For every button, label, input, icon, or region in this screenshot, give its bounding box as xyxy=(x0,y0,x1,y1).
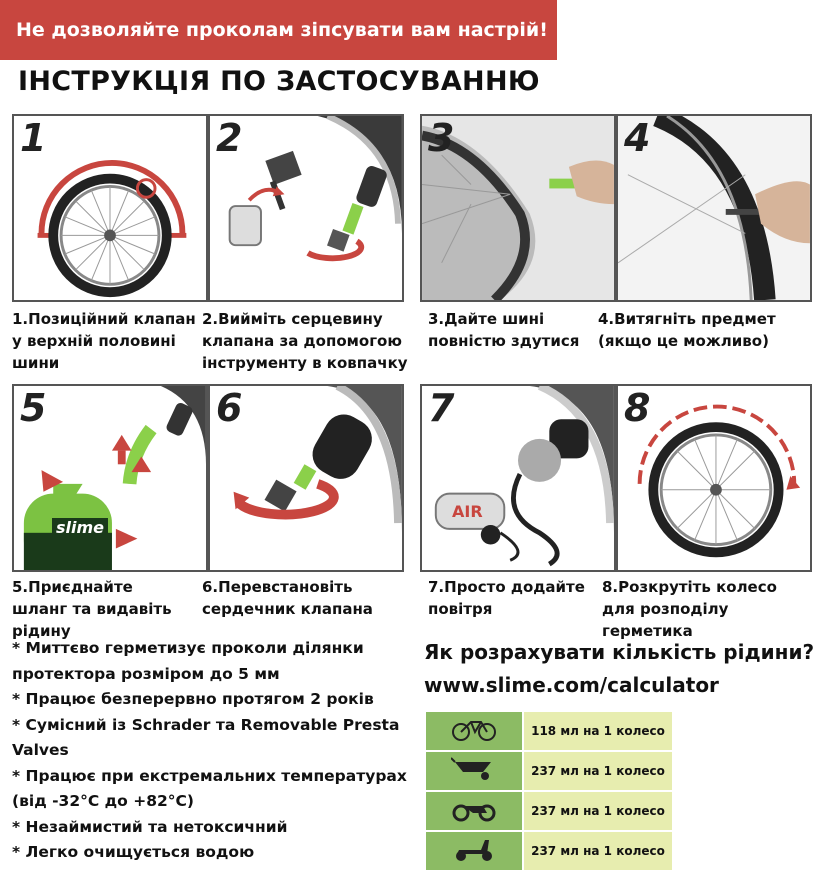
step-3-illustration xyxy=(420,114,616,302)
step-6-illustration xyxy=(208,384,404,572)
product-logo: slime xyxy=(52,518,108,537)
feature-item: * Незаймистий та нетоксичний xyxy=(12,817,288,836)
step-7-illustration xyxy=(420,384,616,572)
header-banner xyxy=(0,0,557,60)
step-6-caption: 6.Перевстановіть сердечник клапана xyxy=(202,578,373,618)
compressor-label: AIR xyxy=(452,502,483,521)
page-title: ІНСТРУКЦІЯ ПО ЗАСТОСУВАННЮ xyxy=(18,66,540,97)
step-number: 5 xyxy=(20,386,47,430)
feature-item: * Сумісний із Schrader та Removable Presta Valves xyxy=(12,715,400,759)
wheelbarrow-icon xyxy=(425,751,523,791)
table-row xyxy=(425,711,673,751)
bicycle-icon xyxy=(425,711,523,751)
table-row xyxy=(425,791,673,831)
step-number: 7 xyxy=(428,386,455,430)
rate-text: 237 мл на 1 колесо xyxy=(523,751,673,791)
rate-text: 118 мл на 1 колесо xyxy=(523,711,673,751)
step-1-illustration xyxy=(12,114,208,302)
feature-item: * Працює безперервно протягом 2 років xyxy=(12,690,374,708)
step-number: 1 xyxy=(20,116,47,160)
step-4-caption: 4.Витягніть предмет (якщо це можливо) xyxy=(598,310,776,350)
table-row xyxy=(425,751,673,791)
step-1-caption: 1.Позиційний клапан у верхній половині шини xyxy=(12,310,196,372)
features-list xyxy=(12,636,412,866)
step-8-caption: 8.Розкрутіть колесо для розподілу герметика xyxy=(602,578,777,640)
step-3-caption: 3.Дайте шині повністю здутися xyxy=(428,310,580,350)
step-number: 4 xyxy=(624,116,651,160)
step-5-illustration xyxy=(12,384,208,572)
step-7-caption: 7.Просто додайте повітря xyxy=(428,578,585,618)
calculator-text: Як розрахувати кількість рідини? www.slime.com/calculator xyxy=(424,640,815,697)
feature-item: * Працює при екстремальних температурах (від -32°C до +82°C) xyxy=(12,766,407,810)
step-2-caption: 2.Вийміть серцевину клапана за допомогою інструменту в ковпачку xyxy=(202,310,408,372)
step-number: 2 xyxy=(216,116,243,160)
feature-item: * Легко очищується водою xyxy=(12,843,255,861)
rate-text: 237 мл на 1 колесо xyxy=(523,791,673,831)
step-number: 6 xyxy=(216,386,243,430)
step-2-illustration xyxy=(208,114,404,302)
step-number: 3 xyxy=(428,116,455,160)
scooter-icon xyxy=(425,831,523,871)
banner-text: Не дозволяйте проколам зіпсувати вам настрій! xyxy=(16,19,548,41)
dirt-bike-icon xyxy=(425,791,523,831)
table-row xyxy=(425,831,673,871)
step-4-illustration xyxy=(616,114,812,302)
sealant-amount-table xyxy=(424,710,674,872)
rate-text: 237 мл на 1 колесо xyxy=(523,831,673,871)
step-number: 8 xyxy=(624,386,651,430)
step-8-illustration xyxy=(616,384,812,572)
step-5-caption: 5.Приєднайте шланг та видавіть рідину xyxy=(12,578,172,640)
feature-item: * Миттєво герметизує проколи ділянки протектора розміром до 5 мм xyxy=(12,639,364,683)
